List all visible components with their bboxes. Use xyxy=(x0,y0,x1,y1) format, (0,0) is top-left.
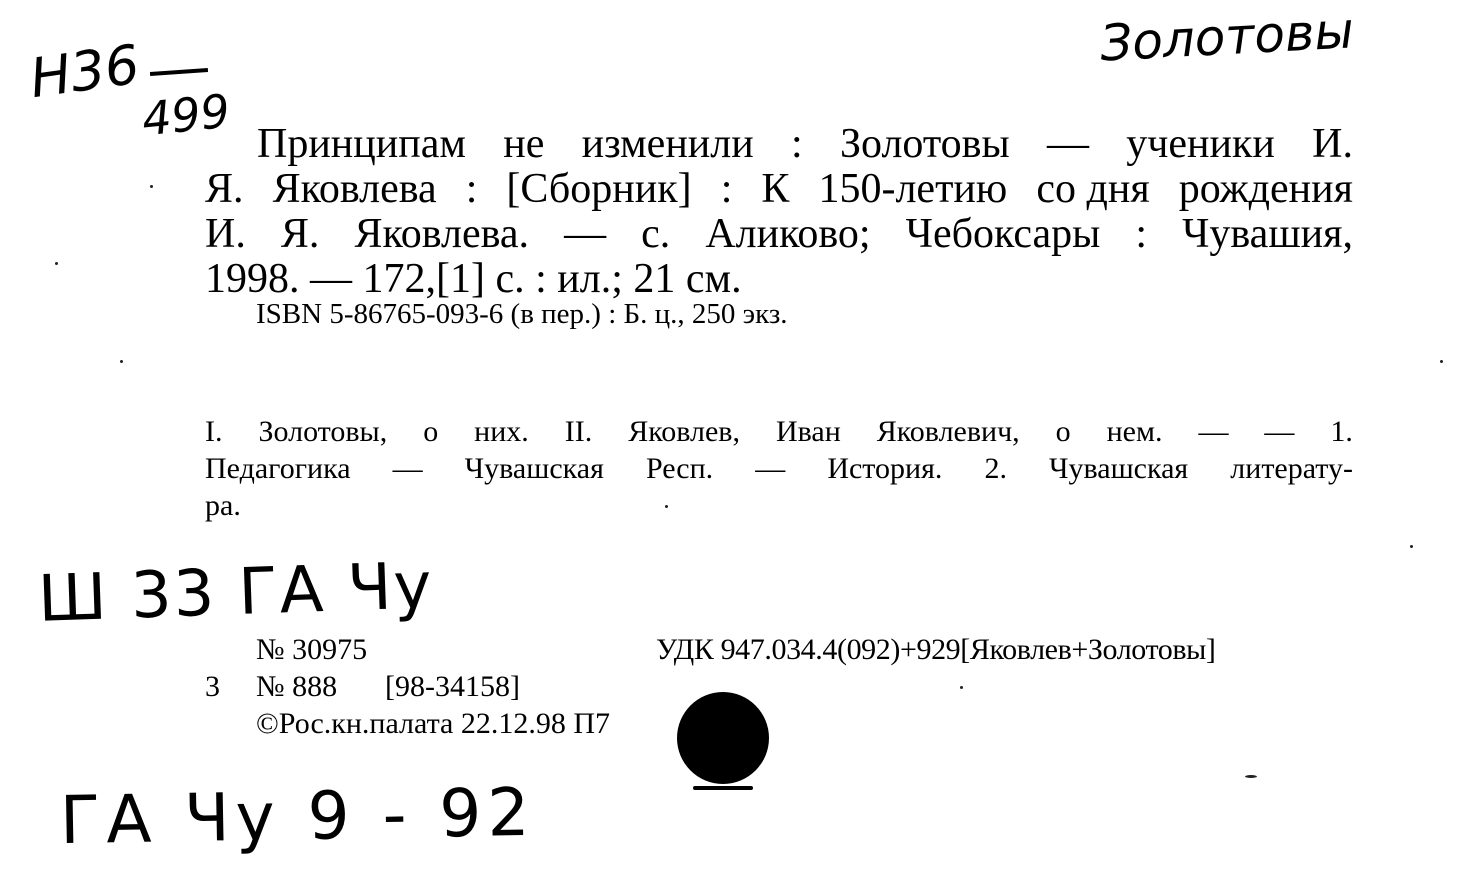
subject-word: — xyxy=(392,452,423,485)
subject-word: I. xyxy=(205,415,223,448)
record-word: с. xyxy=(641,211,671,257)
record-word: — xyxy=(564,211,607,257)
index-prefix: 3 xyxy=(205,670,220,703)
subject-word: Чувашская xyxy=(1049,452,1189,485)
handwritten-code: Н36 xyxy=(26,32,144,111)
record-physical-description: 1998. — 172,[1] с. : ил.; 21 см. xyxy=(205,256,742,302)
record-word: И. xyxy=(205,211,246,257)
record-word: рождения xyxy=(1178,166,1353,212)
punch-hole xyxy=(677,692,769,784)
handwritten-bottom-mark: ГА Чу 9 - 92 xyxy=(59,773,537,860)
entry-number: № 30975 xyxy=(256,633,368,666)
subject-word: — xyxy=(755,452,786,485)
subject-word: Чувашская xyxy=(464,452,604,485)
record-word: Золотовы xyxy=(839,121,1010,167)
subject-word: Иван xyxy=(775,415,841,448)
subject-word: о xyxy=(423,415,439,448)
subject-word: ра. xyxy=(205,489,241,522)
udc-classification: УДК 947.034.4(092)+929[Яковлев+Золотовы] xyxy=(656,633,1216,666)
handwritten-shelf-mark: Ш 33 ГА Чу xyxy=(36,549,435,637)
subject-word: Золотовы, xyxy=(258,415,388,448)
subject-word: Яковлев, xyxy=(628,415,740,448)
record-word: Яковлева xyxy=(272,166,437,212)
subject-word: них. xyxy=(474,415,529,448)
subjects-line-1 xyxy=(205,413,1353,450)
subjects-line-3 xyxy=(205,487,1353,524)
scan-speck xyxy=(1245,775,1257,778)
record-line-4 xyxy=(205,257,1353,302)
record-word: : xyxy=(720,166,733,212)
record-word: К xyxy=(761,166,790,212)
record-word: Чебоксары xyxy=(905,211,1101,257)
record-word: И. xyxy=(1312,121,1353,167)
handwritten-fraction-number: 499 xyxy=(139,83,233,147)
card-number: № 888 xyxy=(256,670,338,703)
subject-word: Яковлевич, xyxy=(876,415,1020,448)
record-word: ученики xyxy=(1126,121,1275,167)
subject-word: нем. xyxy=(1106,415,1163,448)
record-word: со дня xyxy=(1036,166,1150,212)
record-word: — xyxy=(1046,121,1089,167)
record-word: Я. xyxy=(280,211,320,257)
record-word: : xyxy=(791,121,803,167)
card-code: [98-34158] xyxy=(385,670,520,703)
scan-speck xyxy=(960,686,963,689)
scan-speck xyxy=(665,505,668,508)
subject-word: литерату- xyxy=(1230,452,1353,485)
record-word: [Сборник] xyxy=(506,166,692,212)
subject-word: о xyxy=(1055,415,1071,448)
record-word: изменили xyxy=(581,121,754,167)
record-line-3 xyxy=(205,212,1353,257)
record-line-2 xyxy=(205,167,1353,212)
copyright-line: ©Рос.кн.палата 22.12.98 П7 xyxy=(256,707,611,740)
record-word: Аликово; xyxy=(705,211,871,257)
scan-speck xyxy=(1440,360,1443,363)
subject-word: — xyxy=(1264,415,1295,448)
bibliographic-record xyxy=(205,122,1353,302)
scan-speck xyxy=(120,360,123,363)
subject-word: Педагогика xyxy=(205,452,351,485)
isbn-line: ISBN 5-86765-093-6 (в пер.) : Б. ц., 250 экз. xyxy=(256,298,788,330)
record-word: : xyxy=(1135,211,1148,257)
subject-word: II. xyxy=(564,415,593,448)
record-word: : xyxy=(465,166,478,212)
subject-word: Респ. xyxy=(645,452,714,485)
scan-speck xyxy=(1410,545,1413,548)
handwritten-fraction-bar xyxy=(150,68,208,76)
subject-word: — xyxy=(1198,415,1229,448)
record-word: Принципам xyxy=(257,121,466,167)
handwritten-name: Золотовы xyxy=(1098,1,1356,73)
record-word: Яковлева. xyxy=(354,211,530,257)
record-word: Чувашия, xyxy=(1182,211,1353,257)
subject-word: 1. xyxy=(1330,415,1353,448)
scan-speck xyxy=(150,185,153,188)
subject-word: 2. xyxy=(984,452,1007,485)
record-word: не xyxy=(503,121,545,167)
scan-speck xyxy=(55,262,58,265)
subject-word: История. xyxy=(827,452,943,485)
record-line-1 xyxy=(205,122,1353,167)
subject-headings xyxy=(205,413,1353,524)
record-word: 150-летию xyxy=(818,166,1008,212)
punch-hole-shadow xyxy=(693,786,753,790)
subjects-line-2 xyxy=(205,450,1353,487)
record-word: Я. xyxy=(205,166,244,212)
